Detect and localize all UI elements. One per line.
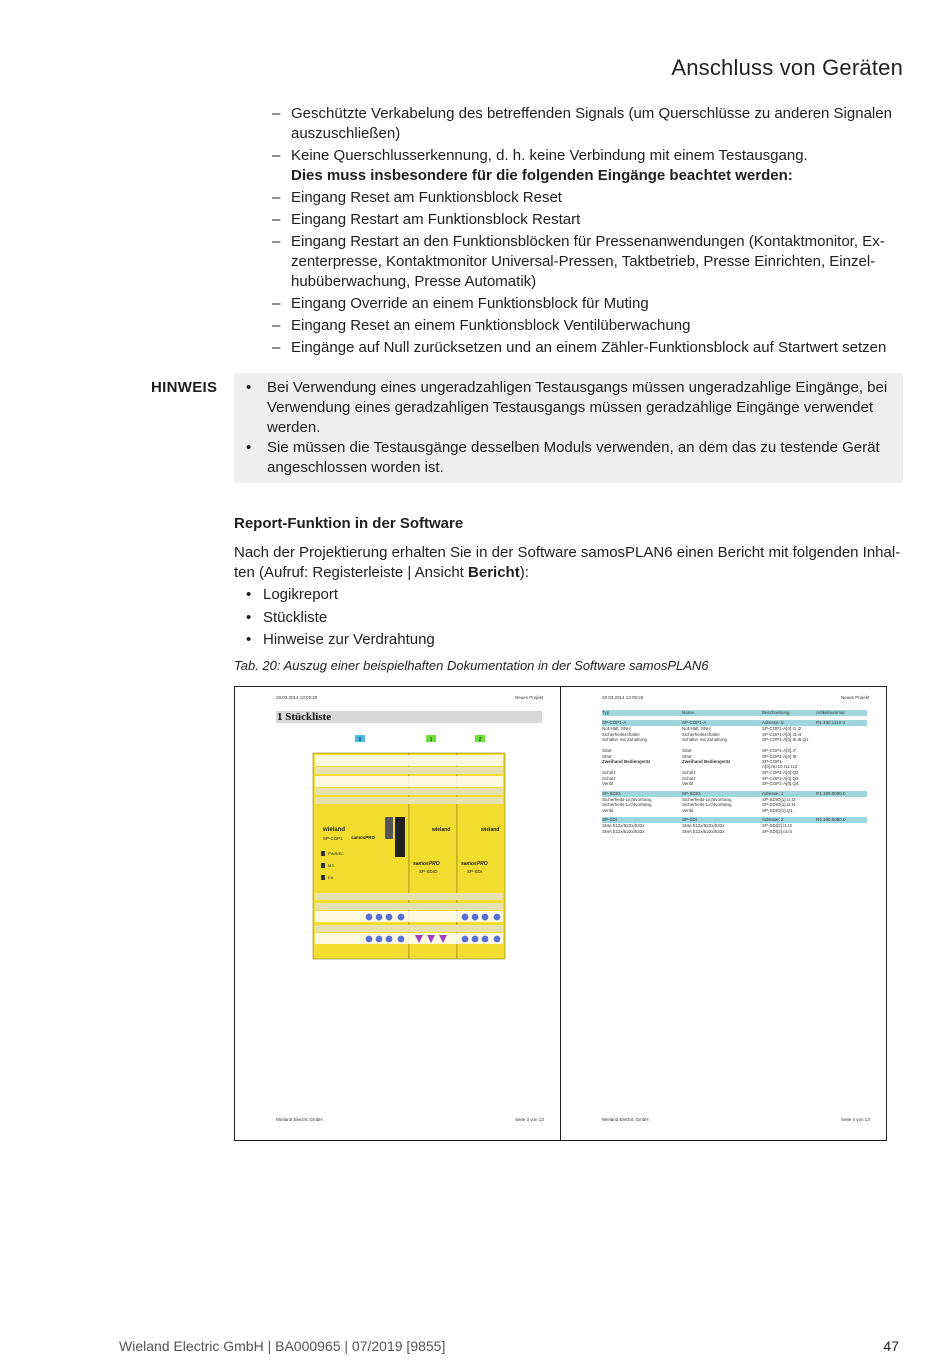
table-row: Schalter mit Zuhaltung Schalter mit Zuhaltung SP-COP1-A[0].I5.I6.Q1 <box>602 737 809 742</box>
status-label: PWR/EC <box>328 851 344 856</box>
note-item: • Sie müssen die Testausgänge desselben Moduls verwenden, an dem das zu testende Gerät angeschlossen worden ist. <box>246 439 880 476</box>
product-text: samosPRO <box>461 861 488 867</box>
terminal-strip <box>315 755 503 766</box>
report-figure <box>234 686 887 1141</box>
status-label: EV <box>328 875 334 880</box>
status-led <box>321 875 325 880</box>
brand-text: wieland <box>323 827 346 833</box>
note-box <box>234 373 903 483</box>
bullet-marker: • <box>246 379 252 396</box>
column-header: Beschreibung <box>762 710 790 715</box>
side-label <box>395 817 405 857</box>
terminal-strip <box>315 797 503 804</box>
report-project: Neues Projekt <box>515 695 544 700</box>
product-text: samosPRO <box>413 861 440 867</box>
page-footer-left: Wieland Electric GmbH <box>276 1117 323 1122</box>
table-row: Zweihand Bediengerät Zweihand Bediengerät SP-COP1-A[0].I9.I10.I11.I12 <box>602 759 798 769</box>
page-footer-left: Wieland Electric GmbH <box>602 1117 649 1122</box>
column-header: Artikelnummer <box>816 710 846 715</box>
bullet-marker: • <box>246 608 252 626</box>
dash-marker: – <box>272 189 281 206</box>
table-row: Sicherheitsschalter Sicherheitsschalter SP-COP1-A[0].I3.I4 <box>602 731 802 737</box>
list-item: • Stückliste <box>246 608 328 626</box>
list-item: – Eingang Restart an den Funktionsblöcken für Pressenanwendungen (Kontaktmonitor, Ex-zenterpresse, Kontaktmonitor Universal-Pressen, Taktbetrieb, Presse Einrichten, Einzel-hubüberwachung, Presse Automatik) <box>272 233 885 290</box>
bom-title: 1 Stückliste <box>277 711 332 723</box>
page-footer-right: Seite 3 von 13 <box>515 1117 544 1122</box>
table-row: Start Start SP-COP1-A[0].I7 <box>602 748 797 753</box>
intro-paragraph: Nach der Projektierung erhalten Sie in der Software samosPLAN6 einen Bericht mit folgenden Inhal-ten (Aufruf: Registerleiste | Ansicht Bericht): <box>234 544 901 581</box>
memory-plug <box>385 817 393 839</box>
dash-marker: – <box>272 147 281 164</box>
list-item: – Eingang Restart am Funktionsblock Restart <box>272 211 581 228</box>
dash-marker: – <box>272 211 281 228</box>
status-led <box>321 863 325 868</box>
list-item: • Hinweise zur Verdrahtung <box>246 631 435 648</box>
terminal-strip <box>315 788 503 795</box>
report-contents-list <box>246 585 435 653</box>
table-row: Start Start SP-COP1-A[0].I8 <box>602 753 797 759</box>
module-illustration <box>311 733 509 961</box>
table-row: Not-Halt, SNH Not-Halt, SNH SP-COP1-A[0].I1.I2 <box>602 726 802 731</box>
note-label: HINWEIS <box>151 379 218 396</box>
module-name-text: SP-COP1 <box>323 836 343 841</box>
dash-marker: – <box>272 339 281 356</box>
table-row: Ventil Ventil SP-COP1-A[0].Q4 <box>602 781 799 786</box>
brand-text: wieland <box>432 827 451 833</box>
report-date: 28.03.2014 13:09:29 <box>602 695 644 700</box>
module-tag-1-text: 1 <box>429 737 433 743</box>
brand-text: wieland <box>481 827 500 833</box>
wiring-table <box>602 710 867 834</box>
group-row: SP-SDIO SP-SDIO Adresse: 1 R1.190.0090.0 <box>602 791 867 797</box>
status-led <box>321 851 325 856</box>
page-footer-right: Seite 4 von 13 <box>841 1117 870 1122</box>
dash-marker: – <box>272 105 281 122</box>
emphasis-line: Dies muss insbesondere für die folgenden Eingänge beachtet werden: <box>291 167 793 184</box>
table-caption: Tab. 20: Auszug einer beispielhaften Dokumentation in der Software samosPLAN6 <box>234 658 709 673</box>
page-footer: Wieland Electric GmbH | BA000965 | 07/2019 [9855] <box>119 1338 446 1354</box>
table-row: SMA 512x/522x/532x SMA 512x/522x/532x SP-SDI[2].I3.I4 <box>602 828 793 834</box>
terminal-strip <box>315 893 503 900</box>
list-item: – Eingang Override an einem Funktionsblock für Muting <box>272 295 649 312</box>
column-header: Name <box>682 710 695 715</box>
table-row: Schütz Schütz SP-COP1-A[0].Q3 <box>602 775 799 781</box>
terminal-strip <box>315 925 503 932</box>
column-header: Typ <box>602 710 610 715</box>
table-row: Sicherheits-Lichtvorhang Sicherheits-Lichtvorhang SP-SDIO[1].I1.I2 <box>602 796 796 802</box>
dash-marker: – <box>272 233 281 250</box>
list-item: – Eingang Reset am Funktionsblock Reset <box>272 189 562 206</box>
table-row: Ventil Ventil SP-SDIO[1].Q1 <box>602 807 793 813</box>
list-item: – Eingang Reset an einem Funktionsblock Ventilüberwachung <box>272 317 691 334</box>
list-item: – Eingänge auf Null zurücksetzen und an einem Zähler-Funktionsblock auf Startwert setzen <box>272 339 887 356</box>
module-name-text: SP-SDI <box>467 869 483 874</box>
table-header <box>602 710 867 716</box>
status-label: MS <box>328 863 334 868</box>
terminal-strip <box>315 903 503 910</box>
requirements-list <box>272 104 902 360</box>
list-item: • Logikreport <box>246 586 339 603</box>
group-row: SP-SDI SP-SDI Adresse: 2 R1.190.0080.0 <box>602 817 867 823</box>
module-tag-2-text: 2 <box>478 737 482 743</box>
dash-marker: – <box>272 317 281 334</box>
report-project: Neues Projekt <box>841 695 870 700</box>
page-number: 47 <box>883 1338 899 1354</box>
list-item: – Keine Querschlusserkennung, d. h. keine Verbindung mit einem Testausgang. Dies muss insbesondere für die folgenden Eingänge beachtet werden: <box>272 147 808 184</box>
bullet-marker: • <box>246 586 252 603</box>
module-tag-0-text: 0 <box>358 737 362 743</box>
list-item: – Geschützte Verkabelung des betreffenden Signals (um Querschlüsse zu anderen Signalen auszuschließen) <box>272 105 892 142</box>
group-row: SP-COP1-A SP-COP1-A Adresse: 0 R1.190.1110.0 <box>602 720 867 726</box>
terminal-strip <box>315 776 503 787</box>
module-name-text: SP-SDIO <box>419 869 438 874</box>
page-header-title: Anschluss von Geräten <box>671 55 903 80</box>
dash-marker: – <box>272 295 281 312</box>
section-heading: Report-Funktion in der Software <box>234 515 464 532</box>
terminal-strip <box>315 767 503 774</box>
page-divider <box>560 687 561 1140</box>
bullet-marker: • <box>246 631 252 648</box>
table-row: SMA 512x/522x/532x SMA 512x/522x/532x SP-SDI[2].I1.I2 <box>602 823 793 828</box>
bullet-marker: • <box>246 439 252 456</box>
product-text: samosPRO <box>351 835 376 840</box>
table-row: Schütz Schütz SP-COP1-A[0].Q2 <box>602 770 799 775</box>
note-item: • Bei Verwendung eines ungeradzahligen Testausgangs müssen ungeradzahlige Eingänge, bei Verwendung eines geradzahligen Testausgangs müssen geradzahlige Eingänge verwendet werden. <box>246 379 888 436</box>
report-date: 28.03.2014 13:09:29 <box>276 695 318 700</box>
table-row: Sicherheits-Lichtvorhang Sicherheits-Lichtvorhang SP-SDIO[1].I3.I4 <box>602 802 796 807</box>
